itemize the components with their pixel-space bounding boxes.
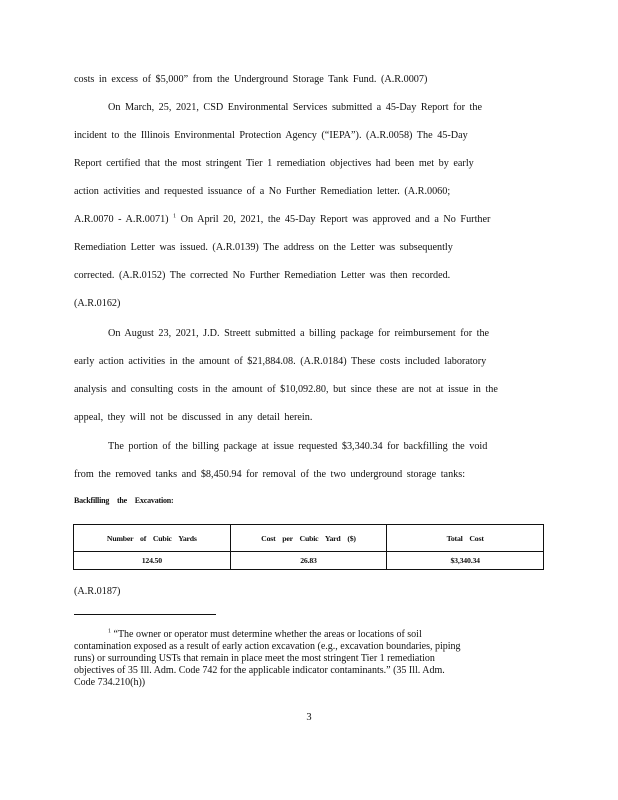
paragraph-line: corrected. (A.R.0152) The corrected No Further Remediation Letter was then recorded. — [74, 270, 451, 281]
paragraph-line: incident to the Illinois Environmental Protection Agency (“IEPA”). (A.R.0058) The 45-Day — [74, 130, 468, 141]
paragraph-line: from the removed tanks and $8,450.94 for removal of the two underground storage tanks: — [74, 469, 466, 480]
paragraph-text: On April 20, 2021, the 45-Day Report was approved and a No Further — [180, 214, 491, 225]
citation: (A.R.0187) — [74, 586, 121, 597]
footnote-line — [108, 629, 422, 641]
footnote-divider — [74, 614, 216, 615]
footnote-reference: 1 — [173, 213, 177, 220]
page-number: 3 — [306, 712, 312, 723]
footnote-line: contamination exposed as a result of early action excavation (e.g., excavation boundaries, piping — [74, 641, 461, 652]
paragraph-line: appeal, they will not be discussed in any detail herein. — [74, 412, 313, 423]
footnote-line: Code 734.210(h)) — [74, 677, 146, 688]
paragraph-line: The portion of the billing package at issue requested $3,340.34 for backfilling the void — [108, 441, 488, 452]
footnote-line: runs) or surrounding USTs that remain in place meet the most stringent Tier 1 remediation — [74, 653, 435, 664]
table-row — [74, 552, 544, 570]
footnote-line: objectives of 35 Ill. Adm. Code 742 for the applicable indicator contaminants.” (35 Ill. Adm. — [74, 665, 445, 676]
paragraph-line: (A.R.0162) — [74, 298, 121, 309]
paragraph-line: On August 23, 2021, J.D. Streett submitted a billing package for reimbursement for the — [108, 328, 490, 339]
table-header-cell: Cost per Cubic Yard ($) — [230, 525, 387, 552]
table-header-cell: Total Cost — [387, 525, 544, 552]
paragraph-line — [74, 213, 490, 227]
citation: A.R.0070 - A.R.0071) — [74, 214, 169, 225]
paragraph-line: On March, 25, 2021, CSD Environmental Services submitted a 45-Day Report for the — [108, 102, 482, 113]
paragraph-line: costs in excess of $5,000” from the Underground Storage Tank Fund. (A.R.0007) — [74, 74, 428, 85]
paragraph-line: Remediation Letter was issued. (A.R.0139) The address on the Letter was subsequently — [74, 242, 453, 253]
cost-table — [73, 524, 544, 570]
footnote-marker: 1 — [108, 628, 111, 635]
table-header-cell: Number of Cubic Yards — [74, 525, 231, 552]
table-cell: $3,340.34 — [387, 552, 544, 570]
paragraph-line: early action activities in the amount of $21,884.08. (A.R.0184) These costs included laboratory — [74, 356, 487, 367]
table-caption: Backfilling the Excavation: — [74, 496, 174, 505]
table-cell: 26.83 — [230, 552, 387, 570]
paragraph-line: Report certified that the most stringent Tier 1 remediation objectives had been met by early — [74, 158, 474, 169]
table-header-row — [74, 525, 544, 552]
footnote-text: “The owner or operator must determine whether the areas or locations of soil — [113, 629, 422, 640]
paragraph-line: analysis and consulting costs in the amount of $10,092.80, but since these are not at issue in the — [74, 384, 498, 395]
paragraph-line: action activities and requested issuance of a No Further Remediation letter. (A.R.0060; — [74, 186, 451, 197]
table-cell: 124.50 — [74, 552, 231, 570]
